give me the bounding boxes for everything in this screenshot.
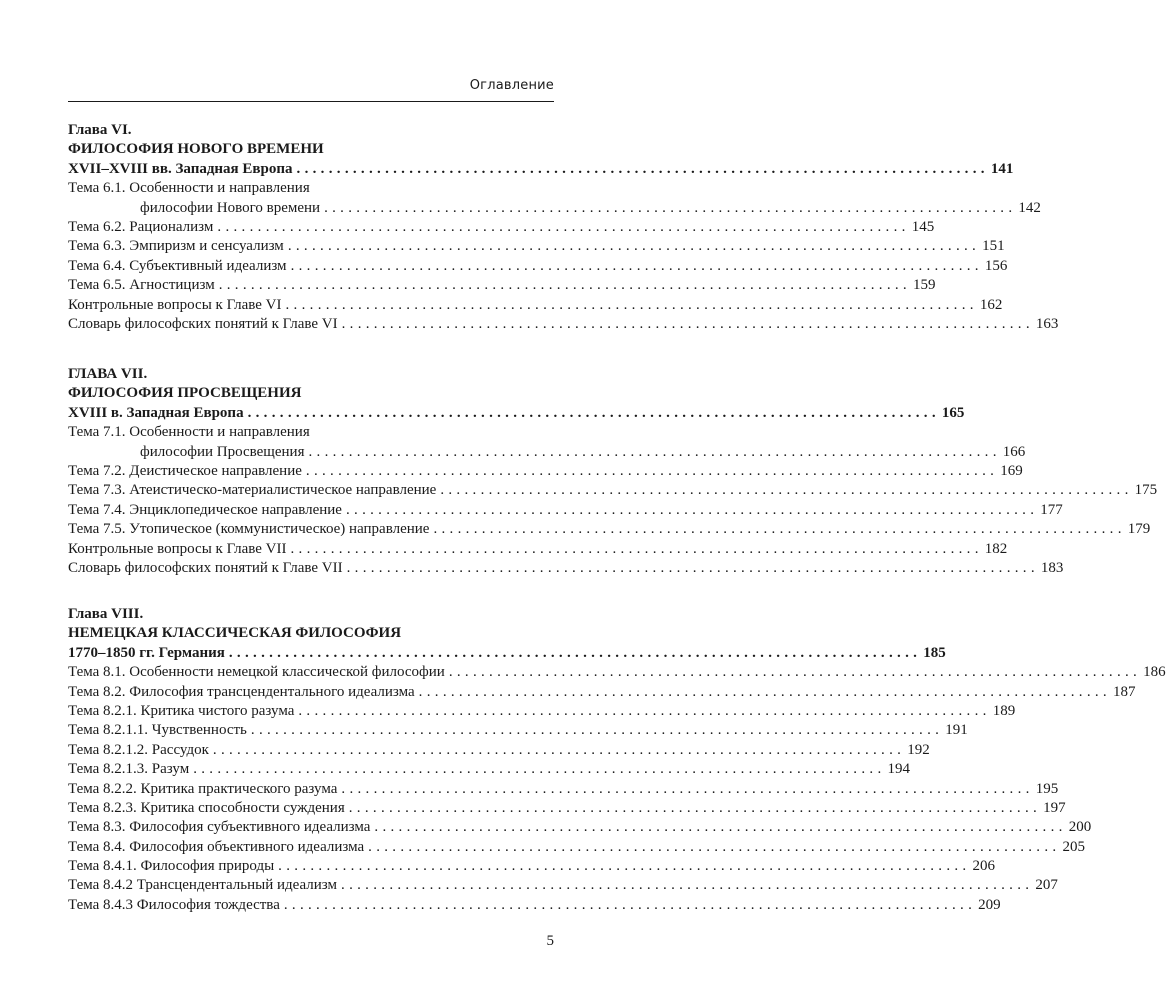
- toc-entry[interactable]: [68, 237, 1005, 256]
- entry-text: Тема 8.2. Философия трансцендентального идеализма: [68, 683, 415, 700]
- dot-leader: ......................................................................................: [324, 199, 1017, 216]
- toc-entry[interactable]: [68, 760, 911, 779]
- entry-text: Тема 8.3. Философия субъективного идеализма: [68, 819, 371, 836]
- page-ref: 197: [1043, 799, 1066, 816]
- page-ref: 183: [1040, 559, 1064, 576]
- dot-leader: ......................................................................................: [247, 404, 940, 421]
- entry-text: Тема 6.3. Эмпиризм и сенсуализм: [68, 238, 284, 255]
- page-ref: 187: [1112, 683, 1136, 700]
- page-number: 5: [546, 933, 554, 949]
- dot-leader: ......................................................................................: [298, 702, 991, 719]
- page-ref: 166: [1002, 443, 1026, 460]
- dot-leader: ......................................................................................: [346, 559, 1039, 576]
- entry-text: Тема 8.2.1.3. Разум: [68, 761, 190, 778]
- chapter-title: ФИЛОСОФИЯ ПРОСВЕЩЕНИЯ: [68, 385, 302, 402]
- page-ref: 207: [1035, 877, 1058, 894]
- chapter-title: НЕМЕЦКАЯ КЛАССИЧЕСКАЯ ФИЛОСОФИЯ: [68, 625, 402, 642]
- toc-entry[interactable]: [68, 896, 1001, 915]
- toc-entry[interactable]: [68, 296, 1003, 315]
- page-ref: 177: [1040, 501, 1063, 518]
- entry-text: Тема 8.2.1. Критика чистого разума: [68, 702, 295, 719]
- entry-text: Тема 8.4.2 Трансцендентальный идеализм: [68, 877, 338, 894]
- entry-text: Словарь философских понятий к Главе VII: [68, 559, 343, 576]
- toc-entry[interactable]: [68, 257, 1008, 276]
- toc-entry[interactable]: [68, 160, 1014, 179]
- entry-text: Тема 8.2.2. Критика практического разума: [68, 780, 338, 797]
- dot-leader: ......................................................................................: [193, 761, 886, 778]
- page-ref: 182: [984, 540, 1008, 557]
- page-ref: 185: [923, 644, 946, 661]
- toc-entry[interactable]: [68, 741, 930, 760]
- chapter-8: [68, 605, 1166, 915]
- page-ref: 165: [941, 404, 965, 421]
- chapter-subtitle: XVIII в. Западная Европа: [68, 404, 244, 421]
- dot-leader: ......................................................................................: [341, 780, 1034, 797]
- dot-leader: ......................................................................................: [218, 277, 911, 294]
- entry-text: Тема 8.4.3 Философия тождества: [68, 896, 280, 913]
- dot-leader: ......................................................................................: [348, 799, 1042, 816]
- page-ref: 186: [1143, 664, 1166, 681]
- toc-entry[interactable]: [68, 276, 936, 295]
- header-rule: [68, 101, 554, 102]
- toc-entry[interactable]: [68, 876, 1058, 895]
- page-ref: 159: [913, 277, 936, 294]
- entry-text: Тема 7.4. Энциклопедическое направление: [68, 501, 342, 518]
- toc-entry[interactable]: [68, 838, 1085, 857]
- dot-leader: ......................................................................................: [448, 664, 1142, 681]
- toc-entry[interactable]: [68, 644, 946, 663]
- entry-text: Тема 8.2.1.2. Рассудок: [68, 741, 209, 758]
- entry-text: Тема 6.5. Агностицизм: [68, 277, 215, 294]
- page-ref: 141: [990, 160, 1014, 177]
- dot-leader: ......................................................................................: [308, 443, 1001, 460]
- page-ref: 142: [1018, 199, 1041, 216]
- entry-text: философии Просвещения: [140, 443, 305, 460]
- toc-entry[interactable]: [68, 199, 1041, 218]
- page-ref: 189: [992, 702, 1016, 719]
- toc-entry[interactable]: [68, 481, 1158, 500]
- running-header: Оглавление: [469, 78, 554, 93]
- entry-text: Тема 6.4. Субъективный идеализм: [68, 257, 287, 274]
- chapter-label: ГЛАВА VII.: [68, 366, 148, 382]
- entry-text: Тема 8.4. Философия объективного идеализма: [68, 838, 365, 855]
- page-ref: 191: [945, 722, 968, 739]
- entry-text: Тема 8.1. Особенности немецкой классической философии: [68, 664, 445, 681]
- entry-text: Тема 8.4.1. Философия природы: [68, 858, 275, 875]
- chapter-6: [68, 121, 1059, 334]
- entry-text: Тема 8.2.3. Критика способности суждения: [68, 799, 345, 816]
- page-ref: 192: [907, 741, 930, 758]
- dot-leader: ......................................................................................: [296, 160, 989, 177]
- toc-entry[interactable]: [68, 818, 1092, 837]
- dot-leader: ......................................................................................: [283, 896, 977, 913]
- dot-leader: ......................................................................................: [368, 838, 1061, 855]
- toc-entry-line1[interactable]: Тема 6.1. Особенности и направления: [68, 180, 310, 197]
- entry-text: Контрольные вопросы к Главе VI: [68, 296, 282, 313]
- toc-entry[interactable]: [68, 663, 1166, 682]
- page-ref: 163: [1035, 315, 1059, 332]
- toc-entry-line1[interactable]: Тема 7.1. Особенности и направления: [68, 424, 310, 441]
- dot-leader: ......................................................................................: [290, 257, 983, 274]
- dot-leader: ......................................................................................: [440, 482, 1133, 499]
- dot-leader: ......................................................................................: [217, 218, 910, 235]
- chapter-subtitle: XVII–XVIII вв. Западная Европа: [68, 160, 293, 177]
- toc-entry[interactable]: [68, 721, 968, 740]
- page-ref: 156: [984, 257, 1008, 274]
- dot-leader: ......................................................................................: [228, 644, 922, 661]
- page-ref: 151: [982, 238, 1005, 255]
- toc-entry[interactable]: [68, 462, 1023, 481]
- dot-leader: ......................................................................................: [345, 501, 1039, 518]
- page-ref: 179: [1127, 521, 1151, 538]
- page-ref: 195: [1035, 780, 1059, 797]
- dot-leader: ......................................................................................: [305, 462, 999, 479]
- page-ref: 145: [911, 218, 935, 235]
- toc-entry[interactable]: [68, 799, 1066, 818]
- page-ref: 205: [1062, 838, 1085, 855]
- entry-text: Контрольные вопросы к Главе VII: [68, 540, 287, 557]
- dot-leader: ......................................................................................: [285, 296, 978, 313]
- dot-leader: ......................................................................................: [290, 540, 983, 557]
- dot-leader: ......................................................................................: [374, 819, 1067, 836]
- toc-entry[interactable]: [68, 218, 935, 237]
- entry-text: Тема 7.2. Деистическое направление: [68, 462, 302, 479]
- dot-leader: ......................................................................................: [250, 722, 944, 739]
- dot-leader: ......................................................................................: [433, 521, 1126, 538]
- dot-leader: ......................................................................................: [278, 858, 971, 875]
- page-ref: 162: [979, 296, 1003, 313]
- entry-text: Тема 7.3. Атеистическо-материалистическое направление: [68, 482, 437, 499]
- entry-text: Словарь философских понятий к Главе VI: [68, 315, 338, 332]
- chapter-label: Глава VI.: [68, 122, 132, 138]
- dot-leader: ......................................................................................: [212, 741, 906, 758]
- toc-entry[interactable]: [68, 443, 1026, 462]
- toc-entry[interactable]: [68, 404, 965, 423]
- dot-leader: ......................................................................................: [341, 877, 1034, 894]
- page-ref: 209: [978, 896, 1001, 913]
- page-ref: 175: [1134, 482, 1158, 499]
- toc-entry[interactable]: [68, 315, 1059, 334]
- page-ref: 206: [972, 858, 995, 875]
- entry-text: Тема 8.2.1.1. Чувственность: [68, 722, 247, 739]
- chapter-title: ФИЛОСОФИЯ НОВОГО ВРЕМЕНИ: [68, 141, 324, 158]
- entry-text: философии Нового времени: [140, 199, 321, 216]
- chapter-label: Глава VIII.: [68, 606, 144, 622]
- chapter-7: [68, 365, 1158, 578]
- toc-entry[interactable]: [68, 559, 1064, 578]
- toc-entry[interactable]: [68, 501, 1063, 520]
- chapter-subtitle: 1770–1850 гг. Германия: [68, 644, 225, 661]
- dot-leader: ......................................................................................: [287, 238, 981, 255]
- page-ref: 169: [1000, 462, 1023, 479]
- toc-entry[interactable]: [68, 780, 1059, 799]
- dot-leader: ......................................................................................: [341, 315, 1034, 332]
- toc-entry[interactable]: [68, 520, 1151, 539]
- entry-text: Тема 7.5. Утопическое (коммунистическое) направление: [68, 521, 430, 538]
- page-ref: 200: [1068, 819, 1092, 836]
- toc-entry[interactable]: [68, 857, 995, 876]
- page-ref: 194: [887, 761, 911, 778]
- entry-text: Тема 6.2. Рационализм: [68, 218, 214, 235]
- toc-entry[interactable]: [68, 683, 1136, 702]
- toc-entry[interactable]: [68, 702, 1016, 721]
- dot-leader: ......................................................................................: [418, 683, 1111, 700]
- toc-entry[interactable]: [68, 540, 1008, 559]
